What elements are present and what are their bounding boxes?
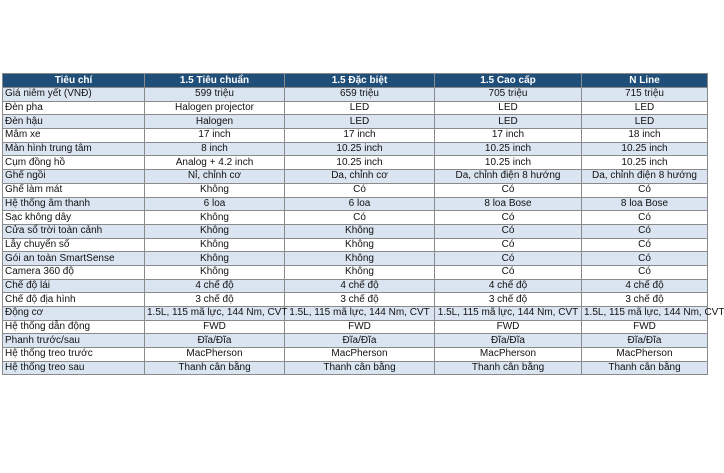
nline-cell: 3 chế độ <box>582 293 708 307</box>
table-row <box>3 238 708 252</box>
nline-cell: Có <box>582 183 708 197</box>
standard-cell: MacPherson <box>145 348 285 362</box>
special-cell: 10.25 inch <box>285 156 435 170</box>
nline-cell: 18 inch <box>582 129 708 143</box>
nline-cell: Có <box>582 252 708 266</box>
criteria-cell: Mâm xe <box>3 129 145 143</box>
special-cell: Không <box>285 238 435 252</box>
header-criteria: Tiêu chí <box>3 74 145 88</box>
standard-cell: Analog + 4.2 inch <box>145 156 285 170</box>
nline-cell: Có <box>582 238 708 252</box>
premium-cell: 8 loa Bose <box>435 197 582 211</box>
nline-cell: MacPherson <box>582 348 708 362</box>
standard-cell: 4 chế độ <box>145 279 285 293</box>
standard-cell: FWD <box>145 320 285 334</box>
table-row <box>3 183 708 197</box>
special-cell: 4 chế độ <box>285 279 435 293</box>
nline-cell: 4 chế độ <box>582 279 708 293</box>
header-trim-special: 1.5 Đặc biệt <box>285 74 435 88</box>
table-row <box>3 293 708 307</box>
criteria-cell: Cụm đồng hồ <box>3 156 145 170</box>
criteria-cell: Camera 360 độ <box>3 265 145 279</box>
table-row <box>3 252 708 266</box>
nline-cell: Có <box>582 211 708 225</box>
special-cell: 3 chế độ <box>285 293 435 307</box>
special-cell: 659 triệu <box>285 88 435 102</box>
criteria-cell: Đèn pha <box>3 101 145 115</box>
criteria-cell: Động cơ <box>3 307 145 321</box>
premium-cell: 4 chế độ <box>435 279 582 293</box>
special-cell: Không <box>285 265 435 279</box>
special-cell: Da, chỉnh cơ <box>285 170 435 184</box>
premium-cell: 1.5L, 115 mã lực, 144 Nm, CVT <box>435 307 582 321</box>
special-cell: Không <box>285 224 435 238</box>
premium-cell: LED <box>435 115 582 129</box>
nline-cell: LED <box>582 115 708 129</box>
special-cell: MacPherson <box>285 348 435 362</box>
nline-cell: 10.25 inch <box>582 142 708 156</box>
premium-cell: 10.25 inch <box>435 156 582 170</box>
criteria-cell: Chế độ lái <box>3 279 145 293</box>
criteria-cell: Ghế làm mát <box>3 183 145 197</box>
nline-cell: FWD <box>582 320 708 334</box>
nline-cell: Có <box>582 265 708 279</box>
table-row <box>3 361 708 375</box>
standard-cell: 1.5L, 115 mã lực, 144 Nm, CVT <box>145 307 285 321</box>
premium-cell: 705 triệu <box>435 88 582 102</box>
criteria-cell: Lẫy chuyển số <box>3 238 145 252</box>
table-row <box>3 88 708 102</box>
standard-cell: Không <box>145 224 285 238</box>
nline-cell: Đĩa/Đĩa <box>582 334 708 348</box>
spec-table-container <box>2 73 724 375</box>
standard-cell: Halogen <box>145 115 285 129</box>
header-trim-standard: 1.5 Tiêu chuẩn <box>145 74 285 88</box>
standard-cell: Đĩa/Đĩa <box>145 334 285 348</box>
table-header-row <box>3 74 708 88</box>
special-cell: 1.5L, 115 mã lực, 144 Nm, CVT <box>285 307 435 321</box>
special-cell: 6 loa <box>285 197 435 211</box>
table-row <box>3 334 708 348</box>
premium-cell: 10.25 inch <box>435 142 582 156</box>
table-body <box>3 88 724 375</box>
criteria-cell: Hệ thống treo sau <box>3 361 145 375</box>
header-trim-nline: N Line <box>582 74 708 88</box>
table-row <box>3 348 708 362</box>
table-row <box>3 197 708 211</box>
criteria-cell: Ghế ngồi <box>3 170 145 184</box>
nline-cell: Thanh cân bằng <box>582 361 708 375</box>
special-cell: LED <box>285 101 435 115</box>
nline-cell: 10.25 inch <box>582 156 708 170</box>
standard-cell: Không <box>145 265 285 279</box>
standard-cell: 17 inch <box>145 129 285 143</box>
table-row <box>3 279 708 293</box>
criteria-cell: Sạc không dây <box>3 211 145 225</box>
premium-cell: 3 chế độ <box>435 293 582 307</box>
table-row <box>3 265 708 279</box>
special-cell: Có <box>285 211 435 225</box>
header-trim-premium: 1.5 Cao cấp <box>435 74 582 88</box>
criteria-cell: Hệ thống âm thanh <box>3 197 145 211</box>
standard-cell: Halogen projector <box>145 101 285 115</box>
criteria-cell: Màn hình trung tâm <box>3 142 145 156</box>
standard-cell: Không <box>145 238 285 252</box>
nline-cell: 715 triệu <box>582 88 708 102</box>
criteria-cell: Cửa sổ trời toàn cảnh <box>3 224 145 238</box>
premium-cell: Đĩa/Đĩa <box>435 334 582 348</box>
table-row <box>3 224 708 238</box>
premium-cell: Có <box>435 238 582 252</box>
table-row <box>3 101 708 115</box>
table-row <box>3 142 708 156</box>
premium-cell: MacPherson <box>435 348 582 362</box>
nline-cell: 8 loa Bose <box>582 197 708 211</box>
special-cell: FWD <box>285 320 435 334</box>
nline-cell: Có <box>582 224 708 238</box>
premium-cell: Có <box>435 252 582 266</box>
standard-cell: 6 loa <box>145 197 285 211</box>
special-cell: Thanh cân bằng <box>285 361 435 375</box>
standard-cell: 3 chế độ <box>145 293 285 307</box>
special-cell: 17 inch <box>285 129 435 143</box>
premium-cell: Có <box>435 224 582 238</box>
special-cell: Có <box>285 183 435 197</box>
premium-cell: FWD <box>435 320 582 334</box>
criteria-cell: Gói an toàn SmartSense <box>3 252 145 266</box>
table-row <box>3 211 708 225</box>
nline-cell: 1.5L, 115 mã lực, 144 Nm, CVT <box>582 307 708 321</box>
standard-cell: 599 triệu <box>145 88 285 102</box>
criteria-cell: Đèn hậu <box>3 115 145 129</box>
premium-cell: LED <box>435 101 582 115</box>
premium-cell: Thanh cân bằng <box>435 361 582 375</box>
standard-cell: Không <box>145 211 285 225</box>
premium-cell: 17 inch <box>435 129 582 143</box>
premium-cell: Có <box>435 183 582 197</box>
criteria-cell: Chế độ địa hình <box>3 293 145 307</box>
standard-cell: Không <box>145 252 285 266</box>
special-cell: Đĩa/Đĩa <box>285 334 435 348</box>
standard-cell: 8 inch <box>145 142 285 156</box>
table-row <box>3 307 708 321</box>
table-row <box>3 156 708 170</box>
criteria-cell: Hệ thống dẫn động <box>3 320 145 334</box>
standard-cell: Nỉ, chỉnh cơ <box>145 170 285 184</box>
spec-comparison-table <box>2 73 724 375</box>
premium-cell: Có <box>435 265 582 279</box>
criteria-cell: Hệ thống treo trước <box>3 348 145 362</box>
premium-cell: Da, chỉnh điện 8 hướng <box>435 170 582 184</box>
special-cell: 10.25 inch <box>285 142 435 156</box>
table-row <box>3 320 708 334</box>
standard-cell: Thanh cân bằng <box>145 361 285 375</box>
table-row <box>3 115 708 129</box>
table-row <box>3 170 708 184</box>
table-row <box>3 129 708 143</box>
criteria-cell: Giá niêm yết (VNĐ) <box>3 88 145 102</box>
nline-cell: LED <box>582 101 708 115</box>
premium-cell: Có <box>435 211 582 225</box>
criteria-cell: Phanh trước/sau <box>3 334 145 348</box>
nline-cell: Da, chỉnh điện 8 hướng <box>582 170 708 184</box>
special-cell: Không <box>285 252 435 266</box>
special-cell: LED <box>285 115 435 129</box>
standard-cell: Không <box>145 183 285 197</box>
